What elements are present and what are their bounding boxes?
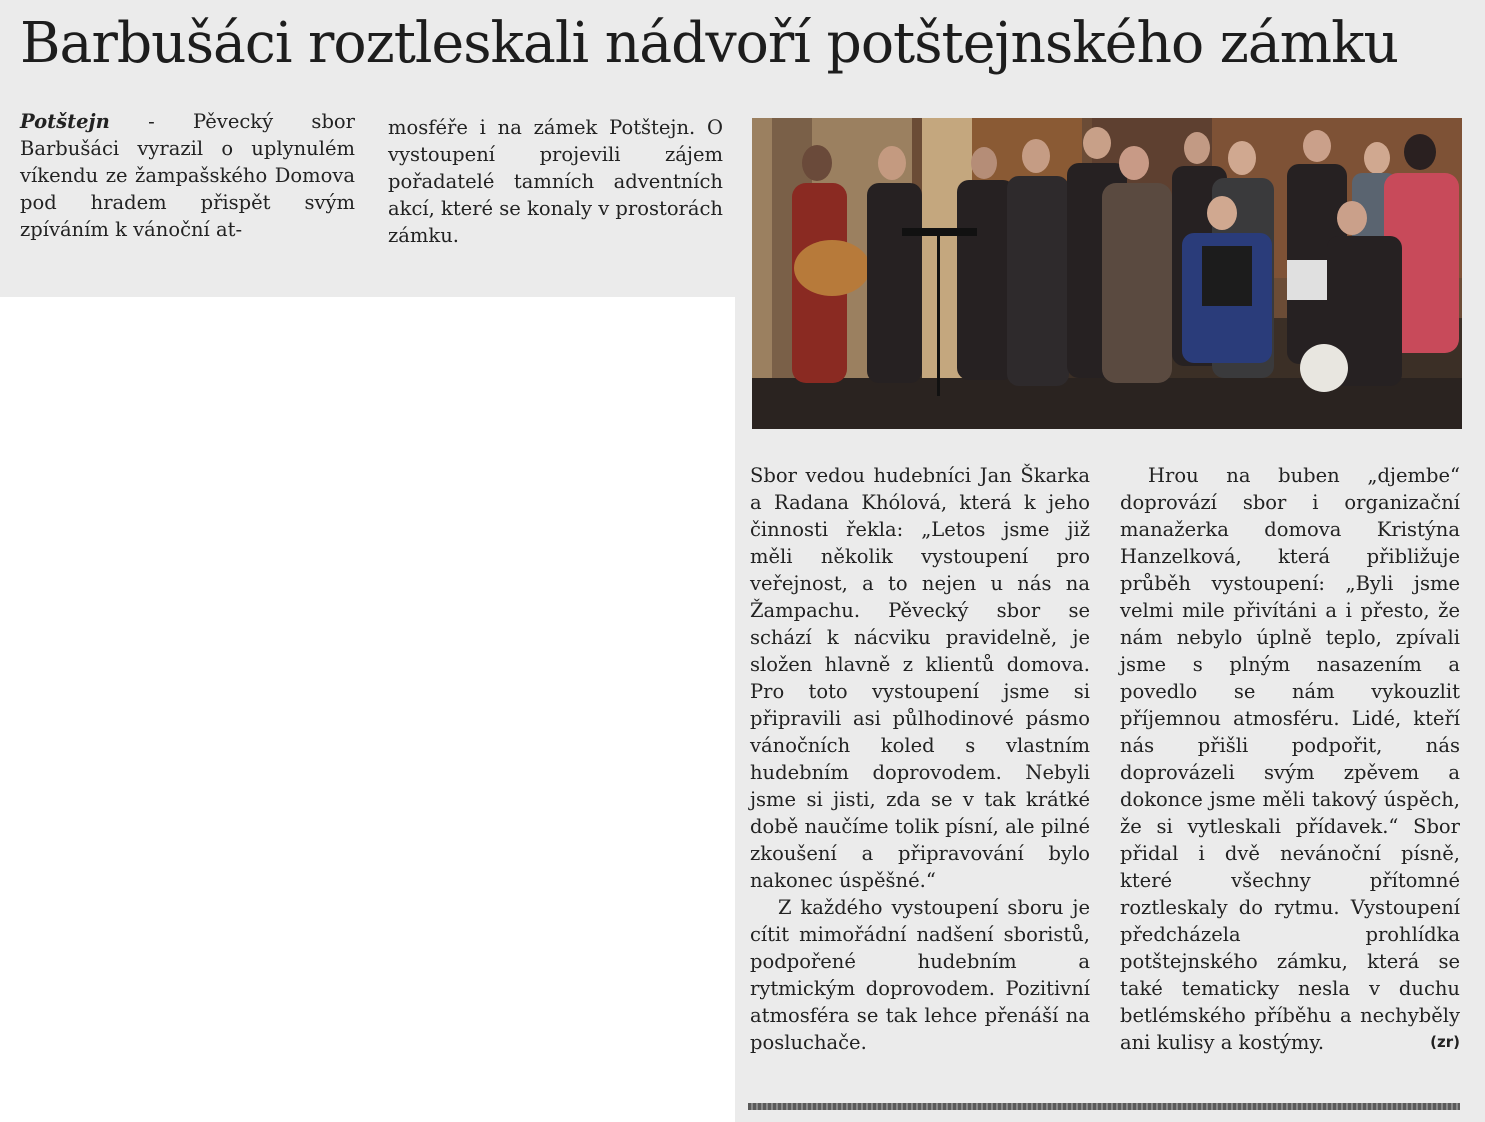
byline: (zr) [1430,1033,1460,1051]
body-paragraph [1120,462,1460,1056]
choir-photo [752,118,1462,429]
body-column-4 [1120,462,1460,1056]
body-paragraph: Z každého vystoupení sboru je cítit mimořádní nadšení sboristů, podpořené hudebním a rytmickým doprovodem. Pozitivní atmosféra se tak lehce přenáší na posluchače. [750,896,1090,1054]
lead-text-part-1: - Pěvecký sbor Barbušáci vyrazil o uplynulém víkendu ze žampašského Domova pod hradem přispět svým zpíváním k vánoční at- [20,110,355,241]
lead-text-part-2: mosféře i na zámek Potštejn. O vystoupení projevili zájem pořadatelé tamních adventních akcí, které se konaly v prostorách zámku. [388,116,723,247]
article-headline: Barbušáci roztleskali nádvoří potštejnského zámku [20,11,1399,76]
body-paragraph: Sbor vedou hudebníci Jan Škarka a Radana Khólová, která k jeho činnosti řekla: „Letos jsme již měli několik vystoupení pro veřejnost, a to nejen u nás na Žampachu. Pěvecký sbor se schází k nácviku pravidelně, je složen hlavně z klientů domova. Pro toto vystoupení jsme si připravili asi půlhodinové pásmo vánočních koled s vlastním hudebním doprovodem. Nebyli jsme si jisti, zda se v tak krátké době naučíme tolik písní, ale pilné zkoušení a připravování bylo nakonec úspěšné.“ [750,464,1090,892]
body-column-3 [750,462,1090,1056]
dateline-location: Potštejn [20,110,110,133]
bottom-rule [748,1103,1460,1110]
body-paragraph-text: Hrou na buben „djembe“ doprovází sbor i organizační manažerka domova Kristýna Hanzelková, která přibližuje průběh vystoupení: „Byli jsme velmi mile přivítáni a i přesto, že nám nebylo úplně teplo, zpívali jsme s plným nasazením a povedlo se nám vykouzlit příjemnou atmosféru. Lidé, kteří nás přišli podpořit, nás doprovázeli svým zpěvem a dokonce jsme měli takový úspěch, že si vytleskali přídavek.“ Sbor přidal i dvě nevánoční písně, které všechny přítomné roztleskaly do rytmu. Vystoupení předcházela prohlídka potštejnského zámku, která se také tematicky nesla v duchu betlémského příběhu a nechyběly ani kulisy a kostýmy. [1120,464,1460,1054]
lead-column-2 [388,114,723,249]
lead-column-1 [20,108,355,243]
